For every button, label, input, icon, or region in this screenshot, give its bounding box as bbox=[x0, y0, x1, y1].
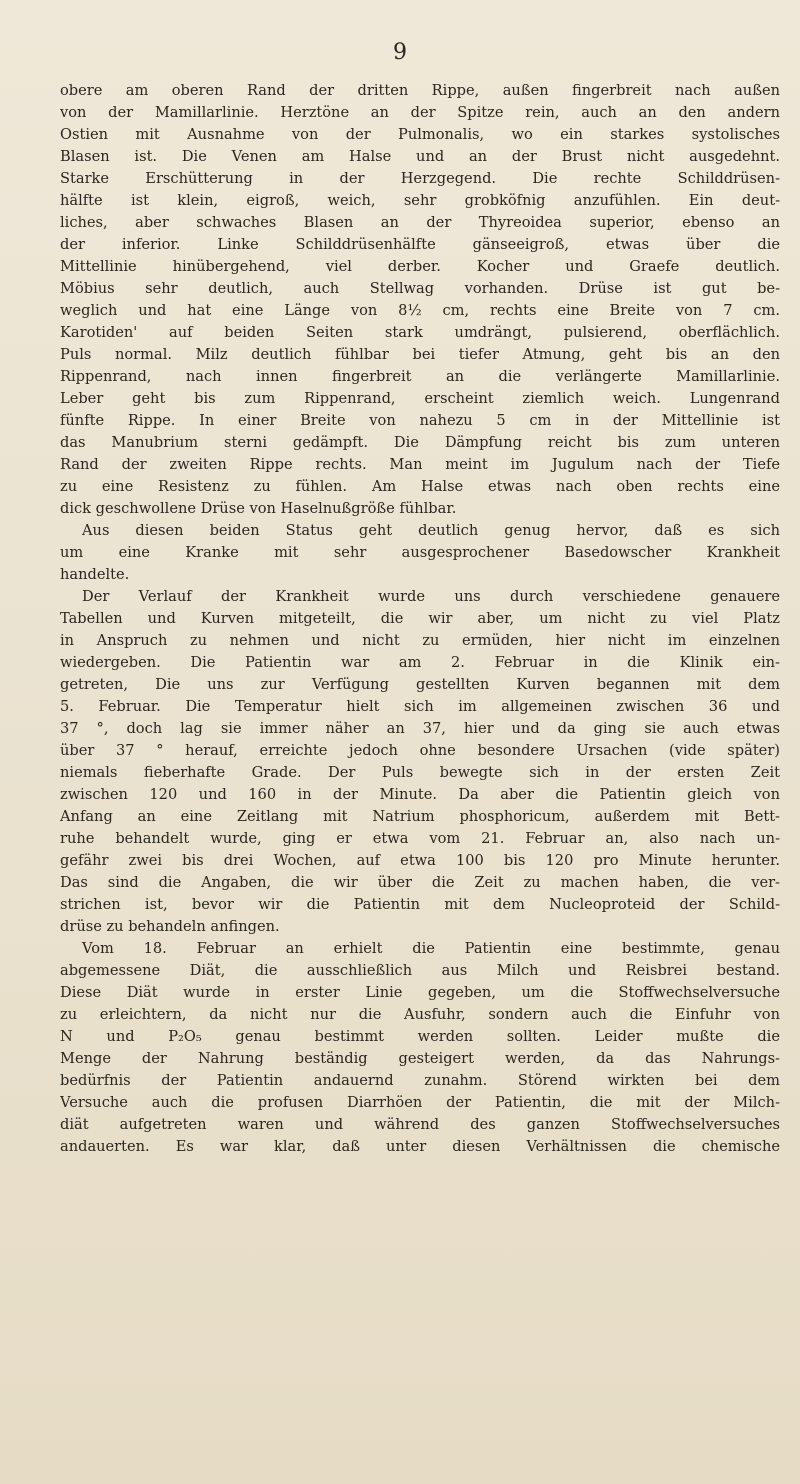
text-line: Ostien mit Ausnahme von der Pulmonalis, wo ein starkes systolisches bbox=[60, 126, 780, 143]
text-line: gefähr zwei bis drei Wochen, auf etwa 100 bis 120 pro Minute herunter. bbox=[60, 852, 780, 869]
paragraph-start: Vom 18. Februar an erhielt die Patientin eine bestimmte, genau bbox=[82, 940, 780, 957]
text-line: obere am oberen Rand der dritten Rippe, außen fingerbreit nach außen bbox=[60, 82, 780, 99]
text-line: Puls normal. Milz deutlich fühlbar bei tiefer Atmung, geht bis an den bbox=[60, 346, 780, 363]
text-line: Blasen ist. Die Venen am Halse und an der Brust nicht ausgedehnt. bbox=[60, 148, 780, 165]
text-line: niemals fieberhafte Grade. Der Puls bewegte sich in der ersten Zeit bbox=[60, 764, 780, 781]
text-line: um eine Kranke mit sehr ausgesprochener Basedowscher Krankheit bbox=[60, 544, 780, 561]
text-line: 37 °, doch lag sie immer näher an 37, hier und da ging sie auch etwas bbox=[60, 720, 780, 737]
text-line: strichen ist, bevor wir die Patientin mit dem Nucleoproteid der Schild- bbox=[60, 896, 780, 913]
text-line: Rand der zweiten Rippe rechts. Man meint im Jugulum nach der Tiefe bbox=[60, 456, 780, 473]
text-line: dick geschwollene Drüse von Haselnußgröße fühlbar. bbox=[60, 500, 457, 517]
text-line: Anfang an eine Zeitlang mit Natrium phosphoricum, außerdem mit Bett- bbox=[60, 808, 780, 825]
paragraph-start: Aus diesen beiden Status geht deutlich genug hervor, daß es sich bbox=[82, 522, 780, 539]
text-line: Menge der Nahrung beständig gesteigert werden, da das Nahrungs- bbox=[60, 1050, 780, 1067]
text-line: zu erleichtern, da nicht nur die Ausfuhr, sondern auch die Einfuhr von bbox=[60, 1006, 780, 1023]
text-line: hälfte ist klein, eigroß, weich, sehr grobköfnig anzufühlen. Ein deut- bbox=[60, 192, 780, 209]
text-line: Das sind die Angaben, die wir über die Zeit zu machen haben, die ver- bbox=[60, 874, 780, 891]
text-line: über 37 ° herauf, erreichte jedoch ohne besondere Ursachen (vide später) bbox=[60, 742, 780, 759]
text-line: fünfte Rippe. In einer Breite von nahezu 5 cm in der Mittellinie ist bbox=[60, 412, 780, 429]
text-line: Diese Diät wurde in erster Linie gegeben, um die Stoffwechselversuche bbox=[60, 984, 780, 1001]
text-line: zu eine Resistenz zu fühlen. Am Halse etwas nach oben rechts eine bbox=[60, 478, 780, 495]
text-line: Rippenrand, nach innen fingerbreit an die verlängerte Mamillarlinie. bbox=[60, 368, 780, 385]
text-line: Mittellinie hinübergehend, viel derber. Kocher und Graefe deutlich. bbox=[60, 258, 780, 275]
paragraph-start: Der Verlauf der Krankheit wurde uns durch verschiedene genauere bbox=[82, 588, 780, 605]
text-line: bedürfnis der Patientin andauernd zunahm. Störend wirkten bei dem bbox=[60, 1072, 780, 1089]
text-line: handelte. bbox=[60, 566, 130, 583]
text-line: von der Mamillarlinie. Herztöne an der Spitze rein, auch an den andern bbox=[60, 104, 780, 121]
text-line: drüse zu behandeln anfingen. bbox=[60, 918, 280, 935]
text-line: getreten, Die uns zur Verfügung gestellten Kurven begannen mit dem bbox=[60, 676, 780, 693]
text-line: das Manubrium sterni gedämpft. Die Dämpfung reicht bis zum unteren bbox=[60, 434, 780, 451]
text-line: in Anspruch zu nehmen und nicht zu ermüden, hier nicht im einzelnen bbox=[60, 632, 780, 649]
text-line: wiedergeben. Die Patientin war am 2. Februar in die Klinik ein- bbox=[60, 654, 780, 671]
text-line: diät aufgetreten waren und während des ganzen Stoffwechselversuches bbox=[60, 1116, 780, 1133]
text-line: ruhe behandelt wurde, ging er etwa vom 21. Februar an, also nach un- bbox=[60, 830, 780, 847]
text-line: weglich und hat eine Länge von 8½ cm, rechts eine Breite von 7 cm. bbox=[60, 302, 780, 319]
text-line: Tabellen und Kurven mitgeteilt, die wir aber, um nicht zu viel Platz bbox=[60, 610, 780, 627]
text-line: N und P₂O₅ genau bestimmt werden sollten. Leider mußte die bbox=[60, 1028, 780, 1045]
text-line: Versuche auch die profusen Diarrhöen der Patientin, die mit der Milch- bbox=[60, 1094, 780, 1111]
text-line: Starke Erschütterung in der Herzgegend. Die rechte Schilddrüsen- bbox=[60, 170, 780, 187]
text-line: abgemessene Diät, die ausschließlich aus Milch und Reisbrei bestand. bbox=[60, 962, 780, 979]
text-line: Leber geht bis zum Rippenrand, erscheint ziemlich weich. Lungenrand bbox=[60, 390, 780, 407]
text-line: andauerten. Es war klar, daß unter diesen Verhältnissen die chemische bbox=[60, 1138, 780, 1155]
text-line: der inferior. Linke Schilddrüsenhälfte gänseeigroß, etwas über die bbox=[60, 236, 780, 253]
text-line: zwischen 120 und 160 in der Minute. Da aber die Patientin gleich von bbox=[60, 786, 780, 803]
text-line: Möbius sehr deutlich, auch Stellwag vorhanden. Drüse ist gut be- bbox=[60, 280, 780, 297]
body-text bbox=[60, 80, 780, 1158]
text-line: 5. Februar. Die Temperatur hielt sich im allgemeinen zwischen 36 und bbox=[60, 698, 780, 715]
page-number: 9 bbox=[393, 40, 407, 65]
text-line: Karotiden' auf beiden Seiten stark umdrängt, pulsierend, oberflächlich. bbox=[60, 324, 780, 341]
text-line: liches, aber schwaches Blasen an der Thyreoidea superior, ebenso an bbox=[60, 214, 780, 231]
